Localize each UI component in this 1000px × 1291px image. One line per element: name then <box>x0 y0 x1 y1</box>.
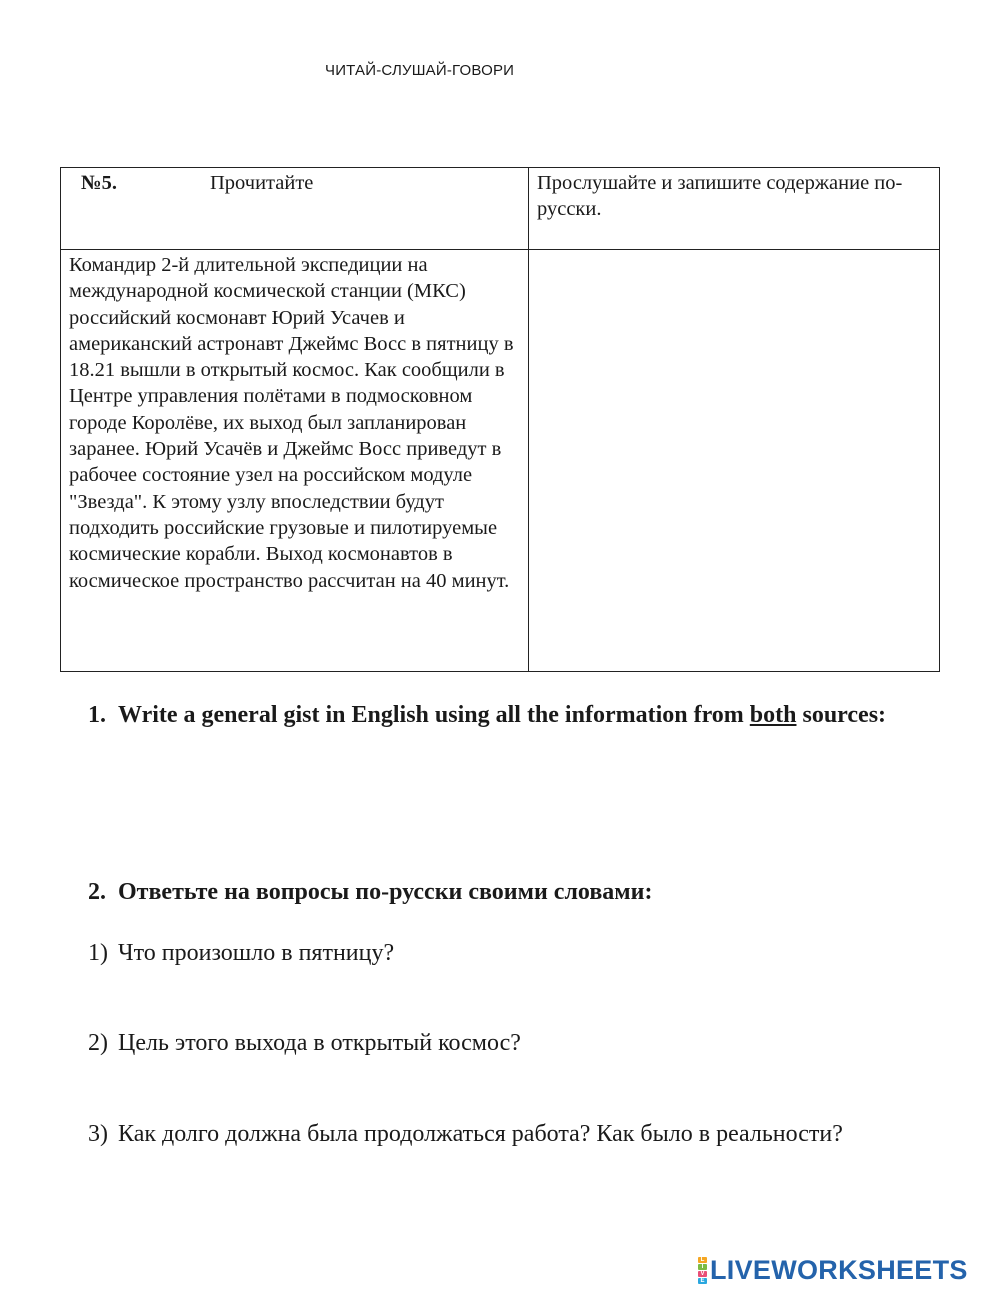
liveworksheets-logo <box>698 1255 968 1285</box>
table-header-row <box>61 168 940 250</box>
task-2 <box>88 879 652 906</box>
answer-area[interactable] <box>529 250 940 672</box>
liveworksheets-icon: L I V E <box>698 1257 707 1284</box>
task-2-marker: 2. <box>88 879 106 905</box>
question-3: 3) Как долго должна была продолжаться работа? Как было в реальности? <box>88 1121 843 1147</box>
logo-text: LIVEWORKSHEETS <box>710 1254 968 1285</box>
question-1: 1) Что произошло в пятницу? <box>88 940 395 966</box>
listen-label: Прослушайте и запишите содержание по-русски. <box>537 172 903 221</box>
question-2: 2) Цель этого выхода в открытый космос? <box>88 1030 521 1056</box>
task-1 <box>88 700 888 730</box>
reading-text: Командир 2-й длительной экспедиции на международной космической станции (МКС) российский космонавт Юрий Усачев и американский астронавт Джеймс Восс в пятницу в 18.21 вышли в открытый космос. Как сообщили в Центре управления полётами в подмосковном городе Королёве, их выход был запланирован заранее. Юрий Усачёв и Джеймс Восс приведут в рабочее состояние узел на российском модуле "Звезда". К этому узлу впоследствии будут подходить российские грузовые и пилотируемые космические корабли. Выход космонавтов в космическое пространство рассчитан на 40 минут. <box>61 250 529 672</box>
task-1-marker: 1. <box>88 702 106 728</box>
table-body-row <box>61 250 940 672</box>
listen-header-cell <box>529 168 940 250</box>
emphasis-both: both <box>749 702 797 728</box>
read-label: Прочитайте <box>210 172 314 194</box>
reading-table <box>60 167 940 672</box>
task-2-text: Ответьте на вопросы по-русски своими словами: <box>118 879 653 905</box>
exercise-number: №5. <box>81 172 117 194</box>
task-1-text: Write a general gist in English using all the information from both sources: <box>118 702 887 728</box>
read-header-cell <box>61 168 529 250</box>
worksheet-header: ЧИТАЙ-СЛУШАЙ-ГОВОРИ <box>325 62 515 79</box>
